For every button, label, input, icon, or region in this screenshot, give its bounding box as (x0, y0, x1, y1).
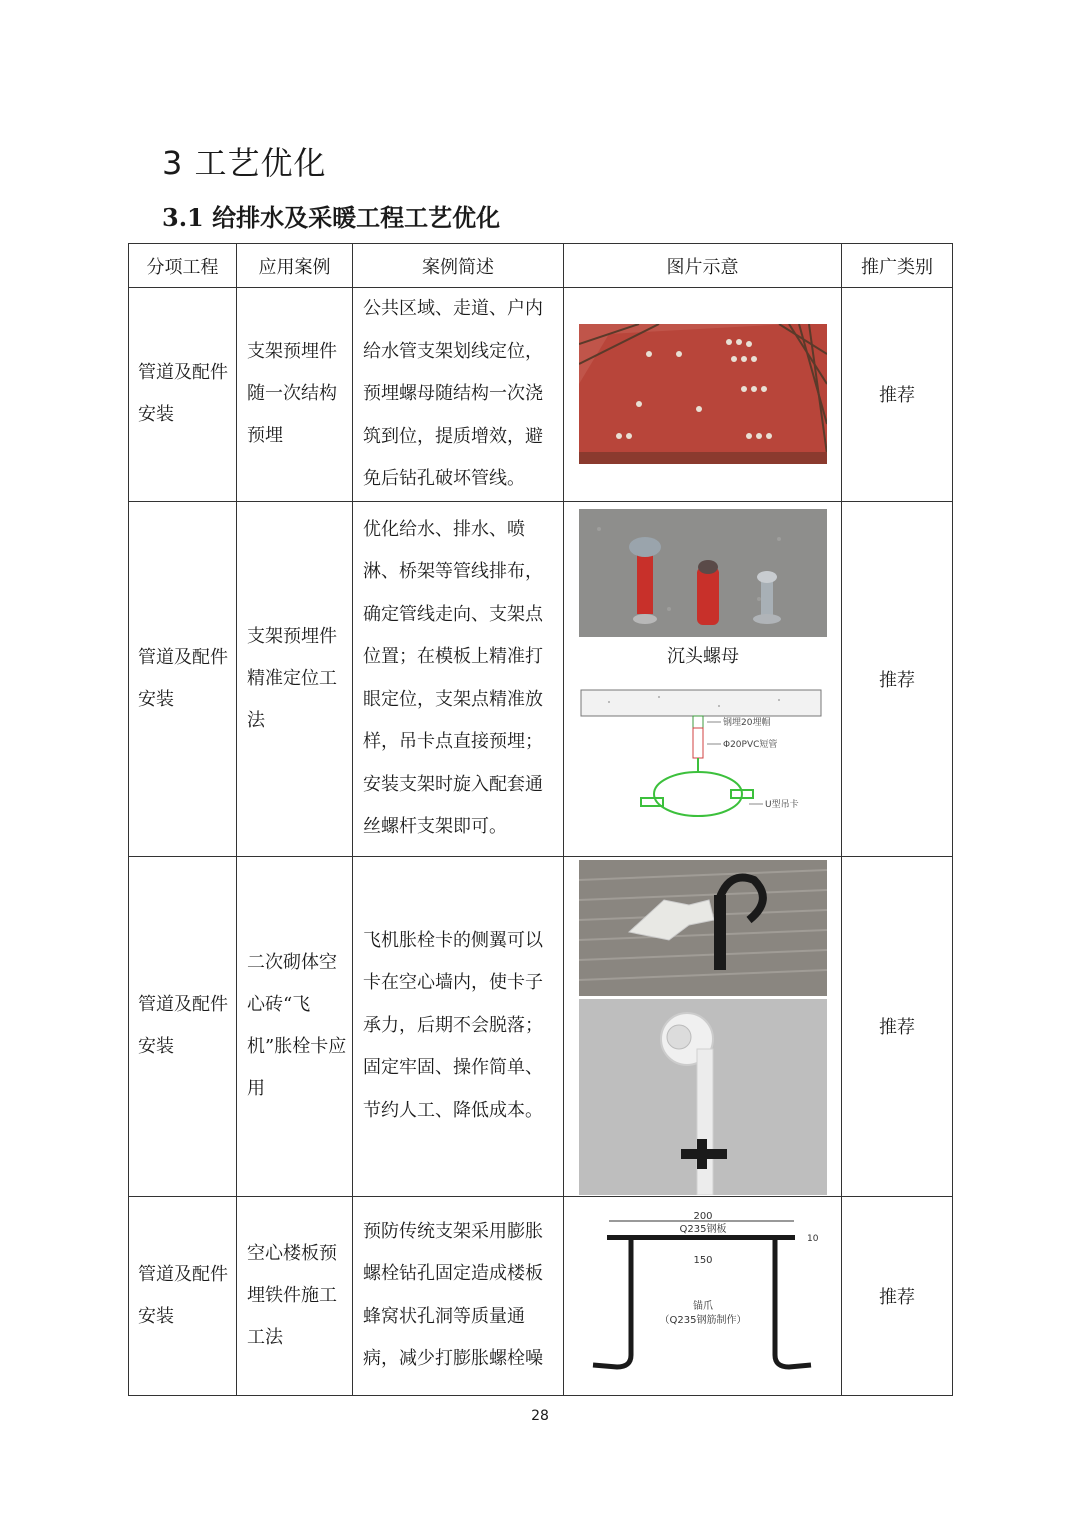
row-promotion: 推荐 (842, 856, 953, 1196)
pipe-clip-installed-photo (579, 999, 827, 1195)
row-image (564, 501, 842, 856)
embedded-iron-diagram (579, 1205, 827, 1385)
header-promotion: 推广类别 (842, 244, 953, 288)
diagram-label: Φ20PVC短管 (723, 739, 778, 750)
table-row (129, 1196, 953, 1395)
diagram-label: U型吊卡 (765, 799, 799, 810)
section-heading: 3 工艺优化 (162, 144, 327, 182)
header-case: 应用案例 (237, 244, 353, 288)
row-case: 二次砌体空心砖“飞机”胀栓卡应用 (237, 856, 353, 1196)
process-table (128, 243, 953, 1396)
page-number: 28 (531, 1408, 549, 1424)
table-row (129, 288, 953, 502)
row-description: 公共区域、走道、户内给水管支架划线定位，预埋螺母随结构一次浇筑到位，提质增效，避免后钻孔破坏管线。 (353, 288, 564, 502)
row-case: 空心楼板预埋铁件施工工法 (237, 1196, 353, 1395)
table-row (129, 501, 953, 856)
row-promotion: 推荐 (842, 288, 953, 502)
row-description: 飞机胀栓卡的侧翼可以卡在空心墙内，使卡子承力，后期不会脱落；固定牢固、操作简单、节约人工、降低成本。 (353, 856, 564, 1196)
row-category: 管道及配件安装 (129, 501, 237, 856)
row-promotion: 推荐 (842, 1196, 953, 1395)
row-image (564, 288, 842, 502)
row-case: 支架预埋件精准定位工法 (237, 501, 353, 856)
row-case: 支架预埋件随一次结构预埋 (237, 288, 353, 502)
plane-anchor-clip-photo (579, 860, 827, 996)
diagram-label: 150 (693, 1254, 713, 1266)
row-category: 管道及配件安装 (129, 288, 237, 502)
row-description: 预防传统支架采用膨胀螺栓钻孔固定造成楼板蜂窝状孔洞等质量通病，减少打膨胀螺栓噪 (353, 1196, 564, 1395)
table-header-row (129, 244, 953, 288)
diagram-label: 10 (807, 1233, 819, 1244)
diagram-label: 锚爪 (693, 1300, 713, 1312)
embedded-nut-photo (579, 324, 827, 464)
subsection-heading: 3.1 给排水及采暖工程工艺优化 (162, 203, 501, 232)
row-description: 优化给水、排水、喷淋、桥架等管线排布，确定管线走向、支架点位置；在模板上精准打眼定位，支架点精准放样，吊卡点直接预埋；安装支架时旋入配套通丝螺杆支架即可。 (353, 501, 564, 856)
hanger-diagram (579, 682, 827, 842)
row-image (564, 856, 842, 1196)
diagram-label: 钢埋20埋帽 (723, 717, 771, 728)
header-image: 图片示意 (564, 244, 842, 288)
row-promotion: 推荐 (842, 501, 953, 856)
table-row (129, 856, 953, 1196)
diagram-label: （Q235钢筋制作） (659, 1314, 747, 1326)
header-description: 案例简述 (353, 244, 564, 288)
diagram-label: Q235钢板 (679, 1223, 727, 1235)
header-category: 分项工程 (129, 244, 237, 288)
row-category: 管道及配件安装 (129, 856, 237, 1196)
row-category: 管道及配件安装 (129, 1196, 237, 1395)
diagram-label: 200 (693, 1210, 713, 1222)
row-image (564, 1196, 842, 1395)
image-caption: 沉头螺母 (667, 645, 739, 667)
countersunk-nut-photo (579, 509, 827, 637)
